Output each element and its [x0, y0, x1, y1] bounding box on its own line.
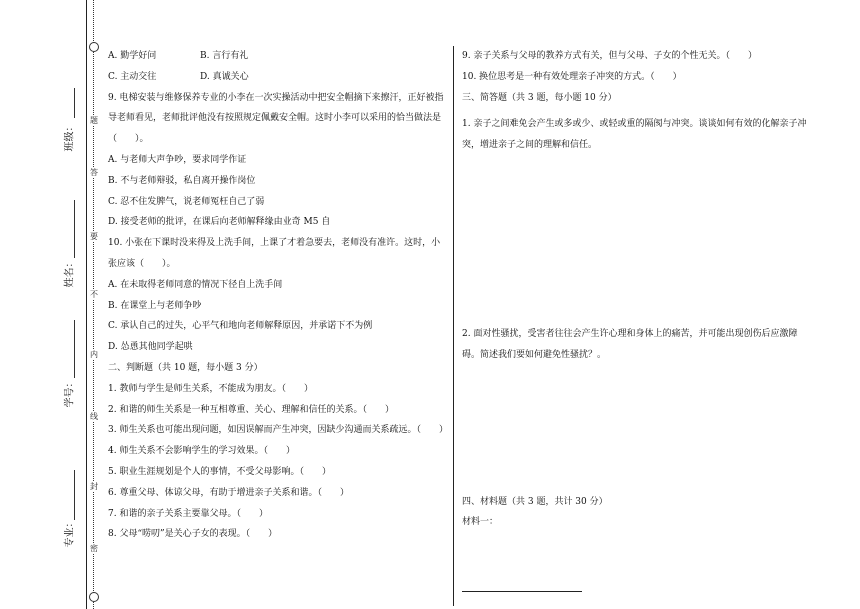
q9-stem: 9. 电梯安装与维修保养专业的小李在一次实操活动中把安全帽摘下来擦汗，正好被指导老师看见，老师批评他没有按照规定佩戴安全帽。这时小李可以采用的恰当做法是（ ）。 — [108, 92, 444, 145]
seal-dotted-line — [93, 0, 94, 609]
q8-option-a: A. 勤学好问 — [108, 51, 157, 61]
answer-space-2[interactable] — [462, 366, 814, 492]
q9-option: A. 与老师大声争吵，要求同学作证 — [108, 154, 247, 165]
q8-option-c: C. 主动交往 — [108, 71, 157, 82]
column-divider — [453, 46, 454, 606]
section2-title: 二、判断题（共 10 题，每小题 3 分） — [108, 362, 263, 373]
class-field[interactable] — [56, 88, 80, 198]
material-label: 材料一： — [462, 517, 499, 528]
seal-char: 答 — [90, 168, 98, 177]
name-label: 姓名： — [64, 257, 76, 288]
student-id-blank[interactable] — [74, 320, 75, 378]
judge-item: 8. 父母“唠叨”是关心子女的表现。（ ） — [108, 529, 278, 540]
binding-hole — [89, 592, 99, 602]
major-blank[interactable] — [74, 470, 75, 520]
left-column — [108, 46, 448, 545]
q8-options-row1 — [108, 46, 448, 67]
seal-char: 封 — [90, 482, 98, 491]
major-label: 专业： — [64, 517, 76, 548]
judge-item: 2. 和谐的师生关系是一种互相尊重、关心、理解和信任的关系。（ ） — [108, 404, 394, 415]
seal-char: 要 — [90, 232, 98, 241]
short-question-2: 2. 面对性骚扰，受害者往往会产生许心理和身体上的痛苦，并可能出现创伤后应激障碍。简述我们要如何避免性骚扰？。 — [462, 328, 798, 360]
material-answer-line[interactable] — [462, 591, 582, 592]
q10-option: B. 在课堂上与老师争吵 — [108, 300, 202, 311]
q10-stem: 10. 小张在下课时没来得及上洗手间，上课了才着急要去，老师没有准许。这时，小张应该（ ）。 — [108, 238, 441, 269]
q9-option: C. 忍不住发脾气，说老师冤枉自己了弱 — [108, 196, 265, 207]
judge-item: 9. 亲子关系与父母的教养方式有关，但与父母、子女的个性无关。（ ） — [462, 51, 757, 61]
section3-title: 三、简答题（共 3 题，每小题 10 分） — [462, 92, 617, 103]
answer-space-1[interactable] — [462, 156, 814, 324]
student-id-label: 学号： — [64, 377, 76, 408]
judge-item: 10. 换位思考是一种有效处理亲子冲突的方式。（ ） — [462, 71, 682, 82]
binding-hole — [89, 42, 99, 52]
judge-item: 6. 尊重父母、体谅父母，有助于增进亲子关系和谐。（ ） — [108, 487, 349, 498]
binding-margin — [0, 0, 108, 609]
q8-options-row2 — [108, 67, 448, 88]
seal-char: 不 — [90, 290, 98, 299]
name-field[interactable] — [56, 200, 80, 310]
binding-line — [86, 0, 87, 609]
judge-item: 7. 和谐的亲子关系主要靠父母。（ ） — [108, 508, 268, 519]
name-blank[interactable] — [74, 200, 75, 258]
seal-char: 内 — [90, 350, 98, 359]
judge-item: 4. 师生关系不会影响学生的学习效果。（ ） — [108, 446, 295, 457]
short-question-1: 1. 亲子之间难免会产生或多或少、或轻或重的隔阂与冲突。谈谈如何有效的化解亲子冲突，增进亲子之间的理解和信任。 — [462, 119, 807, 151]
q9-option: B. 不与老师辩驳，私自离开操作岗位 — [108, 175, 256, 186]
q9-option: D. 接受老师的批评，在课后向老师解释缘由业奇 M5 自 — [108, 217, 331, 228]
q10-option: D. 怂恿其他同学起哄 — [108, 342, 193, 353]
q10-option: A. 在未取得老师同意的情况下径自上洗手间 — [108, 279, 283, 290]
seal-char: 题 — [90, 116, 98, 125]
seal-char: 线 — [90, 412, 98, 421]
q10-option: C. 承认自己的过失，心平气和地向老师解释原因，并承诺下不为例 — [108, 321, 373, 332]
class-blank[interactable] — [74, 88, 75, 118]
seal-char: 密 — [90, 544, 98, 553]
right-column — [462, 46, 814, 533]
judge-item: 1. 教师与学生是师生关系，不能成为朋友。（ ） — [108, 383, 313, 394]
section4-title: 四、材料题（共 3 题，共计 30 分） — [462, 496, 608, 507]
student-id-field[interactable] — [56, 320, 80, 440]
q8-option-b: B. 言行有礼 — [200, 51, 249, 61]
q8-option-d: D. 真诚关心 — [200, 71, 249, 82]
class-label: 班级： — [64, 121, 76, 152]
judge-item: 3. 师生关系也可能出现问题，如因误解而产生冲突，因缺少沟通而关系疏远。（ ） — [108, 425, 448, 436]
major-field[interactable] — [56, 470, 80, 600]
judge-item: 5. 职业生涯规划是个人的事情，不受父母影响。（ ） — [108, 466, 331, 477]
